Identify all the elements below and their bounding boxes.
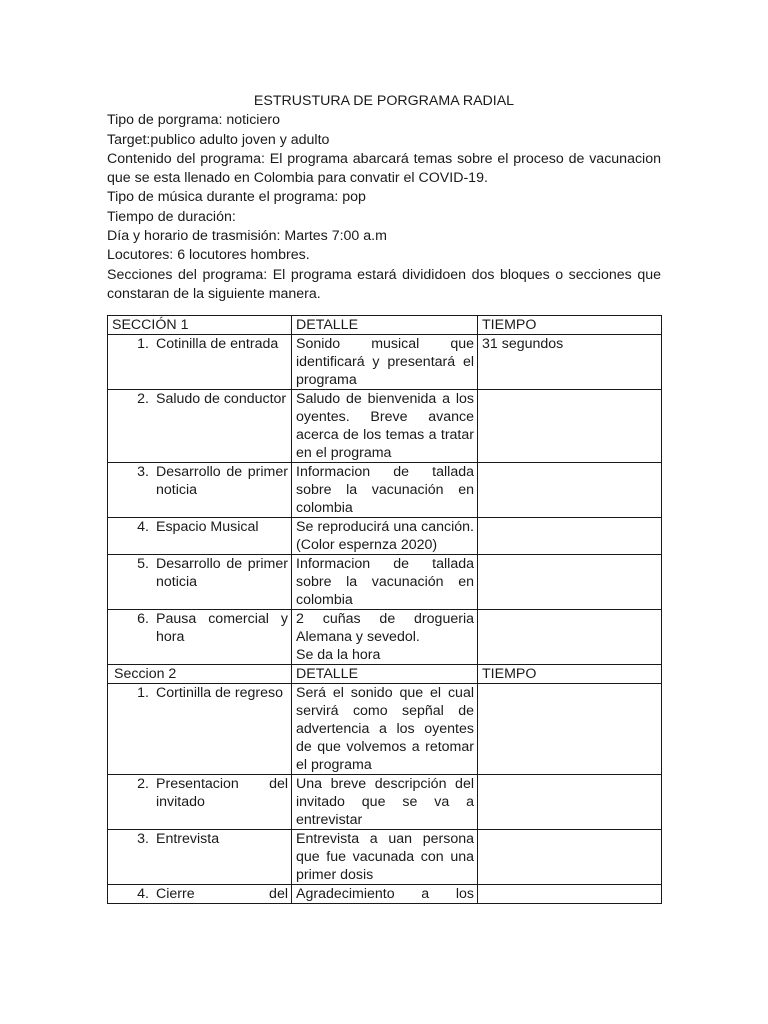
detail-column-header: DETALLE [292, 316, 478, 335]
segment-time [478, 518, 662, 555]
segment-time [478, 885, 662, 904]
table-row [108, 335, 662, 390]
row-number: 6. [137, 611, 149, 627]
segment-detail: 2 cuñas de drogueria Alemana y sevedol. [296, 611, 474, 645]
program-hosts: Locutores: 6 locutores hombres. [107, 247, 310, 264]
segment-time [478, 463, 662, 518]
segment-name: Presentacion del invitado [156, 776, 288, 810]
time-column-header: TIEMPO [478, 665, 662, 684]
section-1-title: SECCIÓN 1 [108, 316, 292, 335]
segment-detail: Será el sonido que el cual servirá como sepñal de advertencia a los oyentes de que volvemos a retomar el programa [292, 684, 478, 775]
section-2-header [108, 665, 662, 684]
row-number: 1. [137, 685, 149, 701]
segment-detail: Entrevista a uan persona que fue vacunada con una primer dosis [292, 830, 478, 885]
segment-time: 31 segundos [478, 335, 662, 390]
program-music: Tipo de música durante el programa: pop [107, 189, 366, 206]
segment-time [478, 610, 662, 665]
time-column-header: TIEMPO [478, 316, 662, 335]
table-row [108, 555, 662, 610]
program-target: Target:publico adulto joven y adulto [107, 131, 330, 148]
row-number: 1. [137, 336, 149, 352]
segment-name: Entrevista [156, 831, 220, 847]
section-2-title: Seccion 2 [108, 665, 292, 684]
table-row [108, 775, 662, 830]
document-title: ESTRUSTURA DE PORGRAMA RADIAL [253, 93, 515, 109]
segment-detail-note: Se da la hora [296, 647, 381, 663]
table-row [108, 684, 662, 775]
segment-time [478, 390, 662, 463]
segment-name: Espacio Musical [156, 519, 259, 535]
segment-name: Cotinilla de entrada [156, 336, 279, 352]
segment-time [478, 830, 662, 885]
program-duration: Tiempo de duración: [107, 208, 236, 225]
segment-detail: Informacion de tallada sobre la vacunación en colombia [292, 463, 478, 518]
table-row [108, 610, 662, 665]
sections-table [107, 315, 662, 904]
program-sections: Secciones del programa: El programa estará divididoen dos bloques o secciones que constaran de la siguiente manera. [107, 266, 661, 302]
row-number: 4. [137, 886, 149, 902]
program-schedule: Día y horario de trasmisión: Martes 7:00 a.m [107, 228, 387, 245]
row-number: 5. [137, 556, 149, 572]
row-number: 3. [137, 464, 149, 480]
segment-name: Desarrollo de primer noticia [156, 464, 288, 498]
program-type: Tipo de porgrama: noticiero [107, 112, 280, 129]
segment-name: Desarrollo de primer noticia [156, 556, 288, 590]
segment-detail: Saludo de bienvenida a los oyentes. Breve avance acerca de los temas a tratar en el programa [292, 390, 478, 463]
segment-detail: Informacion de tallada sobre la vacunación en colombia [292, 555, 478, 610]
segment-detail: Agradecimiento a los [296, 886, 474, 902]
segment-name: Cierre del [156, 886, 288, 902]
segment-name: Saludo de conductor [156, 391, 287, 407]
segment-name: Cortinilla de regreso [156, 685, 283, 701]
detail-column-header: DETALLE [292, 665, 478, 684]
segment-detail-cell [292, 610, 478, 665]
document-body [107, 92, 661, 304]
program-content: Contenido del programa: El programa abarcará temas sobre el proceso de vacunacion que se esta llenado en Colombia para convatir el COVID-19. [107, 150, 661, 187]
row-number: 3. [137, 831, 149, 847]
segment-time [478, 775, 662, 830]
row-number: 4. [137, 519, 149, 535]
segment-name: Pausa comercial y hora [156, 611, 288, 645]
table-row [108, 885, 662, 904]
segment-detail: Una breve descripción del invitado que se va a entrevistar [292, 775, 478, 830]
segment-time [478, 684, 662, 775]
segment-detail: Sonido musical que identificará y presentará el programa [292, 335, 478, 390]
segment-detail: Se reproducirá una canción. (Color espernza 2020) [292, 518, 478, 555]
section-1-header [108, 316, 662, 335]
table-row [108, 390, 662, 463]
table-row [108, 830, 662, 885]
row-number: 2. [137, 391, 149, 407]
table-row [108, 463, 662, 518]
segment-time [478, 555, 662, 610]
table-row [108, 518, 662, 555]
row-number: 2. [137, 776, 149, 792]
